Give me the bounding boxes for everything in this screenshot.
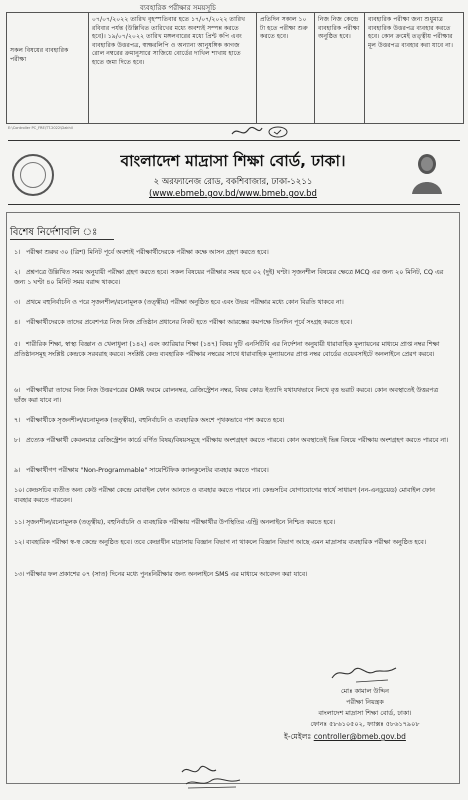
organization-website: (www.ebmeb.gov.bd/www.bmeb.gov.bd bbox=[149, 189, 317, 199]
instruction-item: ১২। ব্যবহারিক পরীক্ষা স্ব-স্ব কেন্দ্রে অনুষ্ঠিত হবে। তবে কেন্দ্রাধীন মাদ্রাসায় বিজ্ঞান বিভাগ না থাকলে বিজ্ঞান বিভাগ আছে এমন মাদ্রাসায় ব্যবহারিক পরীক্ষা অনুষ্ঠিত হবে। bbox=[14, 539, 427, 546]
instruction-item: ৪। পরীক্ষার্থীদেরকে তাদের প্রবেশপত্র নিজ নিজ প্রতিষ্ঠান প্রধানের নিকট হতে পরীক্ষা আরম্ভের কমপক্ষে তিনদিন পূর্বে সংগ্রহ করতে হবে। bbox=[14, 319, 353, 326]
instructions-title: বিশেষ নির্দেশাবলি ঃ bbox=[10, 227, 98, 238]
title-underline bbox=[10, 239, 114, 240]
approval-signature bbox=[176, 762, 246, 790]
instruction-item: ৫। শারীরিক শিক্ষা, স্বাস্থ্য বিজ্ঞান ও খেলাধুলা (১৪২) এবং ক্যারিয়ার শিক্ষা (১৪৭) বিষয় দুটি এনসিটিবি এর নির্দেশনা অনুযায়ী ধারাবাহিক মূল্যায়নের মাধ্যমে প্রাপ্ত নম্বর শিক্ষা প্রতিষ্ঠানসমূহ সংশ্লিষ্ট কেন্দ্রকে সরবরাহ করবে। সংশ্লিষ্ট কেন্দ্র ব্যবহারিক পরীক্ষার নম্বরের সাথে ধারাবাহিক মূল্যায়নের প্রাপ্ত নম্বর বোর্ডের ওয়েবসাইটে অনলাইনে প্রেরণ করবে। bbox=[14, 341, 440, 359]
schedule-subject-cell: সকল বিষয়ের ব্যবহারিক পরীক্ষা bbox=[7, 13, 89, 123]
instruction-item: ১। পরীক্ষা শুরুর ৩০ (ত্রিশ) মিনিট পূর্বে অবশ্যই পরীক্ষার্থীদেরকে পরীক্ষা কক্ষে আসন গ্রহণ করতে হবে। bbox=[14, 249, 269, 256]
instruction-item: ৩। প্রথমে বহুনির্বাচনি ও পরে সৃজনশীল/রচনামূলক (তত্ত্বীয়) পরীক্ষা অনুষ্ঠিত হবে এবং উভয় পরীক্ষার মধ্যে কোন বিরতি থাকবে না। bbox=[14, 299, 344, 306]
instruction-item: ৯। পরীক্ষার্থীগণ পরীক্ষায় "Non-Programmable" সায়েন্টিফিক ক্যালকুলেটর ব্যবহার করতে পারবে। bbox=[14, 467, 269, 474]
schedule-heading: ব্যবহারিক পরীক্ষার সময়সূচি bbox=[140, 4, 216, 12]
instruction-item: ২। প্রশ্নপত্রে উল্লিখিত সময় অনুযায়ী পরীক্ষা গ্রহণ করতে হবে। সকল বিষয়ের পরীক্ষার সময় হবে ০২ (দুই) ঘণ্টা। সৃজনশীল বিষয়ের ক্ষেত্রে MCQ এর জন্য ২০ মিনিট, CQ এর জন্য ১ ঘণ্টা ৪০ মিনিট সময় বরাদ্দ থাকবে। bbox=[14, 269, 444, 287]
schedule-venue-cell: নিজ নিজ কেন্দ্রে ব্যবহারিক পরীক্ষা অনুষ্ঠিত হবে। bbox=[315, 13, 365, 123]
controller-email-line: ই-মেইলঃ controller@bmeb.gov.bd bbox=[284, 732, 406, 741]
instruction-item: ১৩। পরীক্ষার ফল প্রকাশের ০৭ (সাত) দিনের মধ্যে পুনঃনিরীক্ষার জন্য অনলাইনে SMS এর মাধ্যমে আবেদন করা যাবে। bbox=[14, 571, 308, 578]
file-path-footnote: E:\Controller PC_FRE\TT.2022\Dakhil bbox=[8, 126, 73, 130]
board-logo bbox=[12, 154, 54, 196]
portrait-emblem bbox=[408, 150, 446, 196]
organization-name: বাংলাদেশ মাদ্রাসা শিক্ষা বোর্ড, ঢাকা। bbox=[120, 152, 346, 170]
schedule-note-cell: ব্যবহারিক পরীক্ষা জন্য শুধুমাত্র ব্যবহারিক উত্তরপত্র ব্যবহার করতে হবে। কোন ক্রমেই তত্ত্বীয় পরীক্ষার মূল উত্তরপত্র ব্যবহার করা যাবে না। bbox=[368, 16, 453, 49]
instruction-item: ৭। পরীক্ষার্থীকে সৃজনশীল/রচনামূলক (তত্ত্বীয়), বহুনির্বাচনি ও ব্যবহারিক অংশে পৃথকভাবে পাশ করতে হবে। bbox=[14, 417, 285, 424]
initials-signature bbox=[228, 124, 294, 140]
header-divider bbox=[8, 204, 460, 205]
controller-name: মোঃ কামাল উদ্দিন bbox=[340, 687, 390, 695]
instruction-item: ১১। সৃজনশীল/রচনামূলক (তত্ত্বীয়), বহুনির্বাচনি ও ব্যবহারিক পরীক্ষায় পরীক্ষার্থীর উপস্থিতির এন্ট্রি অনলাইনে নিশ্চিত করতে হবে। bbox=[14, 519, 336, 526]
page-break-line bbox=[8, 140, 460, 141]
schedule-table bbox=[6, 12, 464, 124]
organization-address: ২ অরফ্যানেজ রোড, বকশিবাজার, ঢাকা-১২১১ bbox=[153, 177, 313, 187]
schedule-dates-cell: ০৭/০৭/২০২২ তারিখ বৃহস্পতিবার হতে ১৭/০৭/২০২২ তারিখ রবিবার পর্যন্ত (উল্লিখিত তারিখের মধ্যে অবশ্যই সম্পন্ন করতে হবে)। ১৯/০৭/২০২২ তারিখ মঙ্গলবারের মধ্যে প্রিন্ট কপি এবং ব্যবহারিক উত্তরপত্র, স্বাক্ষরলিপি ও অন্যান্য আনুষঙ্গিক কাগজ রোল নম্বরের ক্রমানুসারে সাজিয়ে বোর্ডের দাখিল শাখায় হাতে হাতে জমা দিতে হবে। bbox=[89, 13, 257, 123]
controller-phone: ফোনঃ ৫৮৬১০৫০২, ফ্যাক্সঃ ৫৮৬১৭৯০৮ bbox=[310, 720, 420, 728]
instruction-item: ৮। প্রত্যেক পরীক্ষার্থী কেবলমাত্র রেজিস্ট্রেশন কার্ডে বর্ণিত বিষয়/বিষয়সমূহে পরীক্ষায় অংশগ্রহণ করতে পারবে। কোন অবস্থাতেই ভিন্ন বিষয়ে পরীক্ষায় অংশগ্রহণ করতে পারবে না। bbox=[14, 437, 449, 444]
instruction-item: ৬। পরীক্ষার্থীরা তাদের নিজ নিজ উত্তরপত্রের OMR ফরমে রোলনম্বর, রেজিস্ট্রেশন নম্বর, বিষয় কোড ইত্যাদি যথাযথভাবে লিখে বৃত্ত ভরাট করবে। কোন অবস্থাতেই উত্তরপত্র ভাঁজ করা যাবে না। bbox=[14, 387, 439, 405]
schedule-time-cell: প্রতিদিন সকাল ১০ টা হতে পরীক্ষা শুরু করতে হবে। bbox=[257, 13, 315, 123]
controller-title: পরীক্ষা নিয়ন্ত্রক bbox=[346, 698, 384, 706]
controller-email[interactable]: controller@bmeb.gov.bd bbox=[313, 732, 406, 741]
controller-organization: বাংলাদেশ মাদ্রাসা শিক্ষা বোর্ড, ঢাকা। bbox=[318, 709, 412, 717]
controller-signature bbox=[326, 662, 406, 684]
instruction-item: ১০। কেন্দ্রসচিব ব্যতীত অন্য কেউ পরীক্ষা কেন্দ্রে মোবাইল ফোন আনতে ও ব্যবহার করতে পারবে না। কেন্দ্রসচিব যোগাযোগের স্বার্থে সাধারণ (নন-এনড্রয়েড) মোবাইল ফোন ব্যবহার করতে পারবেন। bbox=[14, 487, 435, 505]
